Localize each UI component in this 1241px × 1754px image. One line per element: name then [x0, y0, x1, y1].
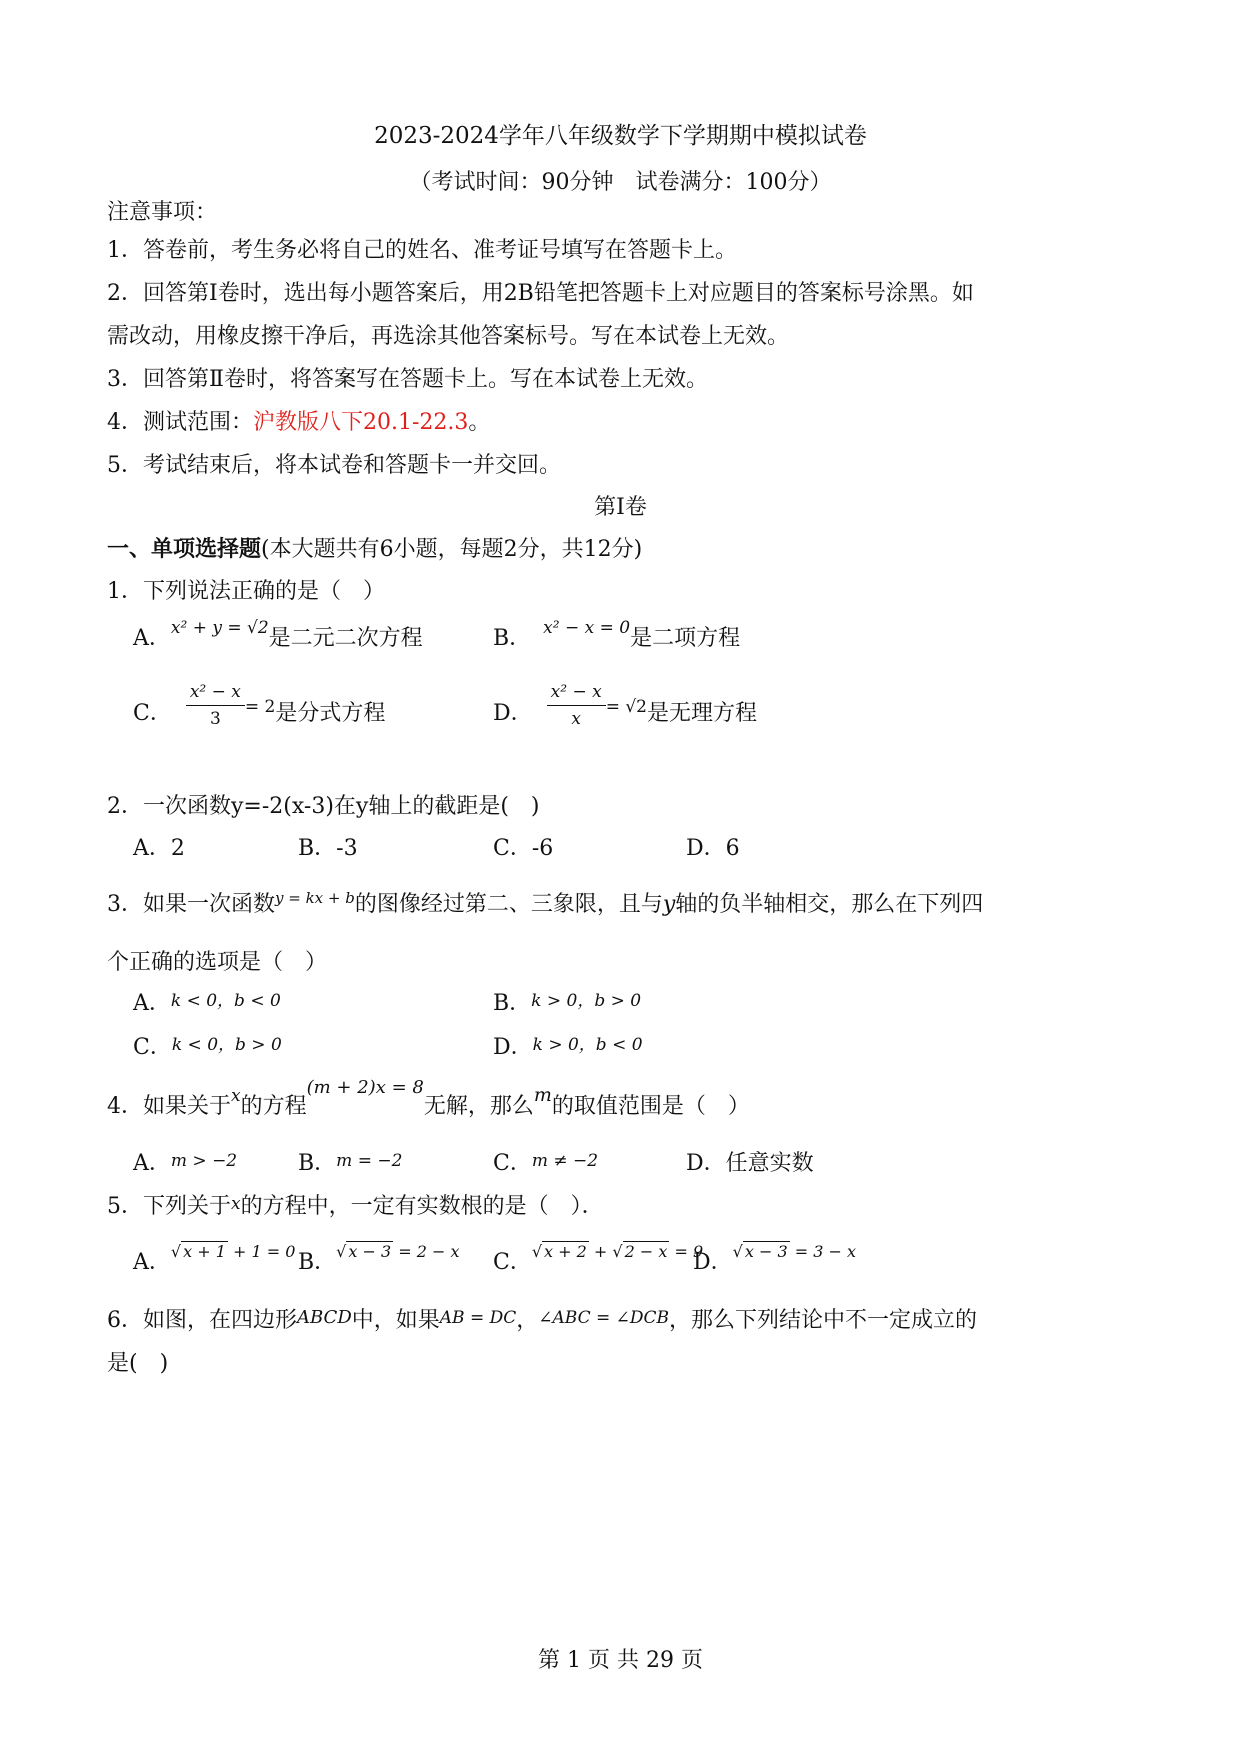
stem-text: 的图像经过第二、三象限，且与 — [354, 892, 663, 917]
option-math: m > −2 — [170, 1151, 238, 1171]
stem-text: 中，如果 — [351, 1308, 440, 1333]
stem-text: 3．如果一次函数 — [107, 892, 275, 917]
stem-math: ABCD — [297, 1307, 352, 1328]
sqrt-symbol: √ — [336, 1242, 347, 1261]
numerator: x² − x — [186, 682, 245, 706]
option-label: A． — [133, 626, 171, 651]
option-label: B． — [493, 991, 532, 1016]
question-4-stem — [107, 1077, 750, 1119]
question-2-option-a: A．2 — [133, 836, 185, 861]
question-2-option-d: D．6 — [686, 836, 740, 861]
question-5-option-d — [693, 1242, 856, 1275]
stem-math: AB = DC — [439, 1308, 517, 1328]
sqrt-symbol: √ — [612, 1242, 623, 1261]
option-label: C． — [493, 1151, 532, 1176]
stem-math: y = kx + b — [275, 889, 355, 907]
notice-item-2-line-2: 需改动，用橡皮擦干净后，再选涂其他答案标号。写在本试卷上无效。 — [107, 324, 790, 349]
option-label: A． — [133, 1151, 171, 1176]
numerator: x² − x — [547, 682, 606, 706]
stem-variable: y — [662, 892, 676, 917]
notice-item-5: 5．考试结束后，将本试卷和答题卡一并交回。 — [107, 453, 561, 478]
option-a-text: 是二元二次方程 — [268, 626, 423, 651]
option-label: B． — [298, 1250, 337, 1275]
option-c-fraction — [186, 682, 245, 730]
option-rest: + 1 = 0 — [227, 1242, 296, 1261]
stem-text: 无解，那么 — [423, 1094, 534, 1119]
option-math — [733, 1242, 856, 1261]
question-4-option-c — [493, 1153, 598, 1175]
question-1-stem: 1．下列说法正确的是（ ） — [107, 579, 385, 604]
option-rest: = 9 — [669, 1242, 704, 1261]
question-3-option-c — [133, 1037, 282, 1059]
denominator: x — [571, 709, 581, 730]
option-math — [336, 1242, 459, 1261]
option-label: C． — [133, 700, 172, 726]
stem-text: ， — [516, 1308, 539, 1333]
page-title: 2023-2024学年八年级数学下学期期中模拟试卷 — [374, 123, 867, 149]
option-math: k < 0，b < 0 — [170, 991, 281, 1011]
question-2-option-b: B．-3 — [298, 836, 358, 861]
option-math: m = −2 — [336, 1151, 403, 1171]
question-4-option-a — [133, 1153, 237, 1175]
question-3-option-b — [493, 993, 641, 1015]
option-label: A． — [133, 991, 171, 1016]
stem-math: ∠ABC = ∠DCB — [538, 1308, 670, 1328]
radicand: x + 1 — [183, 1242, 226, 1261]
option-math: m ≠ −2 — [531, 1151, 599, 1171]
stem-text: 6．如图，在四边形 — [107, 1308, 297, 1333]
sqrt-symbol: √ — [732, 1242, 743, 1261]
option-math: k > 0，b > 0 — [531, 991, 642, 1011]
question-1-option-d — [493, 682, 757, 738]
question-4-option-d: D．任意实数 — [686, 1151, 814, 1176]
sqrt-symbol: √ — [531, 1242, 543, 1261]
stem-variable: x — [231, 1086, 241, 1106]
notice-item-1: 1．答卷前，考生务必将自己的姓名、准考证号填写在答题卡上。 — [107, 238, 737, 263]
question-4-option-b — [298, 1153, 402, 1175]
notice-item-2-line-1: 2．回答第Ⅰ卷时，选出每小题答案后，用2B铅笔把答题卡上对应题目的答案标号涂黑。如 — [107, 281, 974, 306]
option-label: C． — [133, 1035, 172, 1060]
option-b-math: x² − x = 0 — [543, 618, 631, 638]
option-b-text: 是二项方程 — [630, 626, 741, 651]
stem-math: (m + 2)x = 8 — [306, 1077, 424, 1098]
stem-text: 的取值范围是（ ） — [551, 1094, 750, 1119]
question-5-stem — [107, 1196, 604, 1218]
stem-text: 5．下列关于 — [107, 1194, 231, 1219]
option-rest: = 3 − x — [789, 1242, 856, 1261]
stem-text: 的方程 — [240, 1094, 307, 1119]
notice-item-4-suffix: 。 — [468, 410, 491, 435]
notice-item-4 — [107, 412, 490, 434]
notice-item-3: 3．回答第Ⅱ卷时，将答案写在答题卡上。写在本试卷上无效。 — [107, 367, 708, 392]
option-a-math: x² + y = √2 — [170, 618, 269, 638]
question-1-option-c — [133, 682, 386, 738]
stem-text: 轴的负半轴相交，那么在下列四 — [675, 892, 984, 917]
option-d-rhs: = √2 — [605, 696, 647, 717]
option-label: D． — [493, 700, 533, 726]
option-math: k > 0，b < 0 — [532, 1035, 643, 1055]
question-3-stem-line-2: 个正确的选项是（ ） — [107, 950, 328, 975]
stem-text: 4．如果关于 — [107, 1094, 231, 1119]
option-d-fraction — [547, 682, 606, 730]
exam-info: （考试时间：90分钟 试卷满分：100分） — [409, 170, 832, 195]
section-1-note: (本大题共有6小题，每题2分，共12分) — [261, 537, 643, 562]
question-1-option-b — [493, 618, 741, 651]
option-label: D． — [693, 1250, 733, 1275]
option-label: D． — [493, 1035, 533, 1060]
option-math — [532, 1242, 703, 1261]
question-3-stem-line-1 — [107, 889, 984, 917]
section-1-title: 一、单项选择题 — [107, 536, 262, 562]
question-1-option-a — [133, 618, 423, 651]
option-label: B． — [493, 626, 532, 651]
option-c-text: 是分式方程 — [275, 700, 386, 726]
option-d-text: 是无理方程 — [646, 700, 757, 726]
stem-text: 的方程中，一定有实数根的是（ ）． — [240, 1194, 604, 1219]
question-6-stem-line-1 — [107, 1307, 978, 1333]
radicand: 2 − x — [624, 1242, 668, 1261]
question-5-option-a — [133, 1242, 296, 1275]
option-math: k < 0，b > 0 — [171, 1035, 282, 1055]
question-2-option-c: C．-6 — [493, 836, 554, 861]
part-title: 第Ⅰ卷 — [594, 495, 647, 520]
option-math — [171, 1242, 296, 1261]
question-5-option-b — [298, 1242, 460, 1275]
option-label: C． — [493, 1250, 532, 1275]
radicand: x + 2 — [544, 1242, 587, 1261]
question-2-stem: 2．一次函数y=-2(x-3)在y轴上的截距是( ) — [107, 794, 540, 819]
question-6-stem-line-2: 是( ) — [107, 1351, 169, 1376]
radicand: x − 3 — [744, 1242, 788, 1261]
page-footer: 第 1 页 共 29 页 — [538, 1648, 703, 1673]
section-1-heading — [107, 538, 642, 561]
stem-variable: m — [533, 1084, 552, 1106]
radicand: x − 3 — [348, 1242, 392, 1261]
sqrt-symbol: √ — [170, 1242, 182, 1261]
option-c-rhs: = 2 — [244, 696, 276, 717]
question-3-option-d — [493, 1037, 643, 1059]
notice-item-4-prefix: 4．测试范围： — [107, 410, 253, 435]
denominator: 3 — [209, 709, 221, 730]
option-label: A． — [133, 1250, 171, 1275]
stem-text: ，那么下列结论中不一定成立的 — [669, 1308, 978, 1333]
option-rest: = 2 − x — [393, 1242, 460, 1261]
option-label: B． — [298, 1151, 337, 1176]
question-5-option-c — [493, 1242, 704, 1275]
stem-variable: x — [231, 1194, 241, 1214]
notice-heading: 注意事项： — [107, 200, 218, 225]
option-plus: + — [588, 1242, 613, 1261]
question-3-option-a — [133, 993, 281, 1015]
test-range: 沪教版八下20.1-22.3 — [253, 410, 469, 435]
